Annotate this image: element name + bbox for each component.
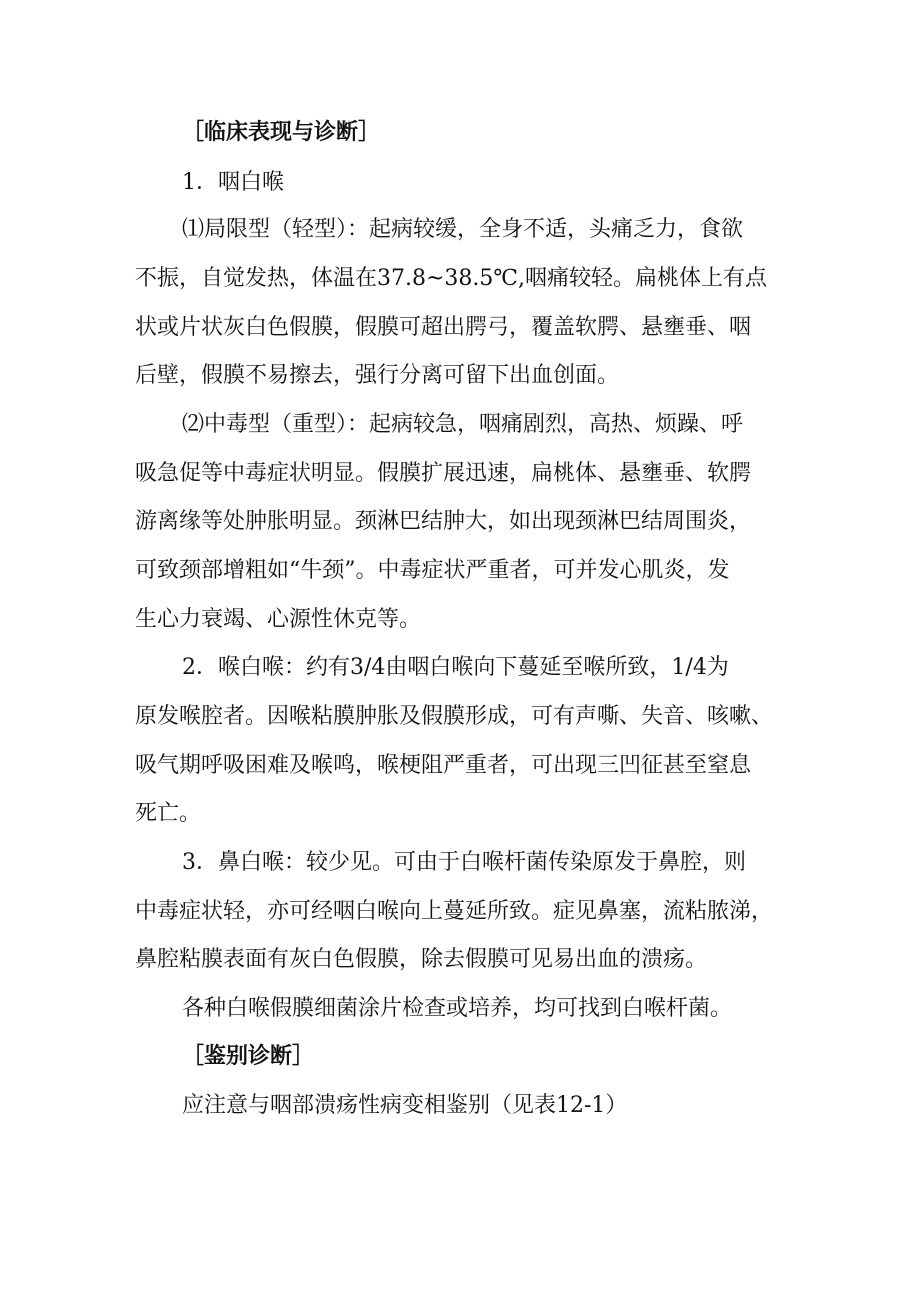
paragraph-line: 生心力衰竭、心源性休克等。 xyxy=(135,607,422,632)
paragraph-line: ⑵中毒型（重型）：起病较急，咽痛剧烈，高热、烦躁、呼 xyxy=(182,412,744,437)
paragraph-line: 吸气期呼吸困难及喉鸣，喉梗阻严重者，可出现三凹征甚至窒息 xyxy=(135,753,752,778)
paragraph-line: 不振，自觉发热，体温在37.8~38.5℃,咽痛较轻。扁桃体上有点 xyxy=(135,266,768,291)
paragraph-line: 各种白喉假膜细菌涂片检查或培养，均可找到白喉杆菌。 xyxy=(182,996,733,1021)
paragraph-line: 应注意与咽部溃疡性病变相鉴别（见表12-1） xyxy=(182,1093,628,1118)
paragraph-line: 2．喉白喉：约有3/4由咽白喉向下蔓延至喉所致，1/4为 xyxy=(182,655,729,680)
paragraph-line: 后壁，假膜不易擦去，强行分离可留下出血创面。 xyxy=(135,363,620,388)
paragraph-line: 游离缘等处肿胀明显。颈淋巴结肿大，如出现颈淋巴结周围炎， xyxy=(135,509,752,534)
paragraph-line: 原发喉腔者。因喉粘膜肿胀及假膜形成，可有声嘶、失音、咳嗽、 xyxy=(135,704,774,729)
paragraph-line: 吸急促等中毒症状明显。假膜扩展迅速，扁桃体、悬壅垂、软腭 xyxy=(135,461,752,486)
paragraph-line: 可致颈部增粗如“牛颈”。中毒症状严重者，可并发心肌炎，发 xyxy=(135,558,730,583)
paragraph-line: 中毒症状轻，亦可经咽白喉向上蔓延所致。症见鼻塞，流粘脓涕， xyxy=(135,899,774,924)
paragraph-line: 鼻腔粘膜表面有灰白色假膜，除去假膜可见易出血的溃疡。 xyxy=(135,947,708,972)
paragraph-line: 3．鼻白喉：较少见。可由于白喉杆菌传染原发于鼻腔，则 xyxy=(182,850,746,875)
section-heading-differential: ［鉴别诊断］ xyxy=(182,1044,315,1069)
paragraph-line: 状或片状灰白色假膜，假膜可超出腭弓，覆盖软腭、悬壅垂、咽 xyxy=(135,315,752,340)
paragraph-line: 死亡。 xyxy=(135,801,202,826)
section-heading-clinical: ［临床表现与诊断］ xyxy=(182,120,381,145)
paragraph-line: ⑴局限型（轻型）：起病较缓，全身不适，头痛乏力，食欲 xyxy=(182,217,744,242)
subsection-title-pharyngeal: 1．咽白喉 xyxy=(182,170,284,195)
